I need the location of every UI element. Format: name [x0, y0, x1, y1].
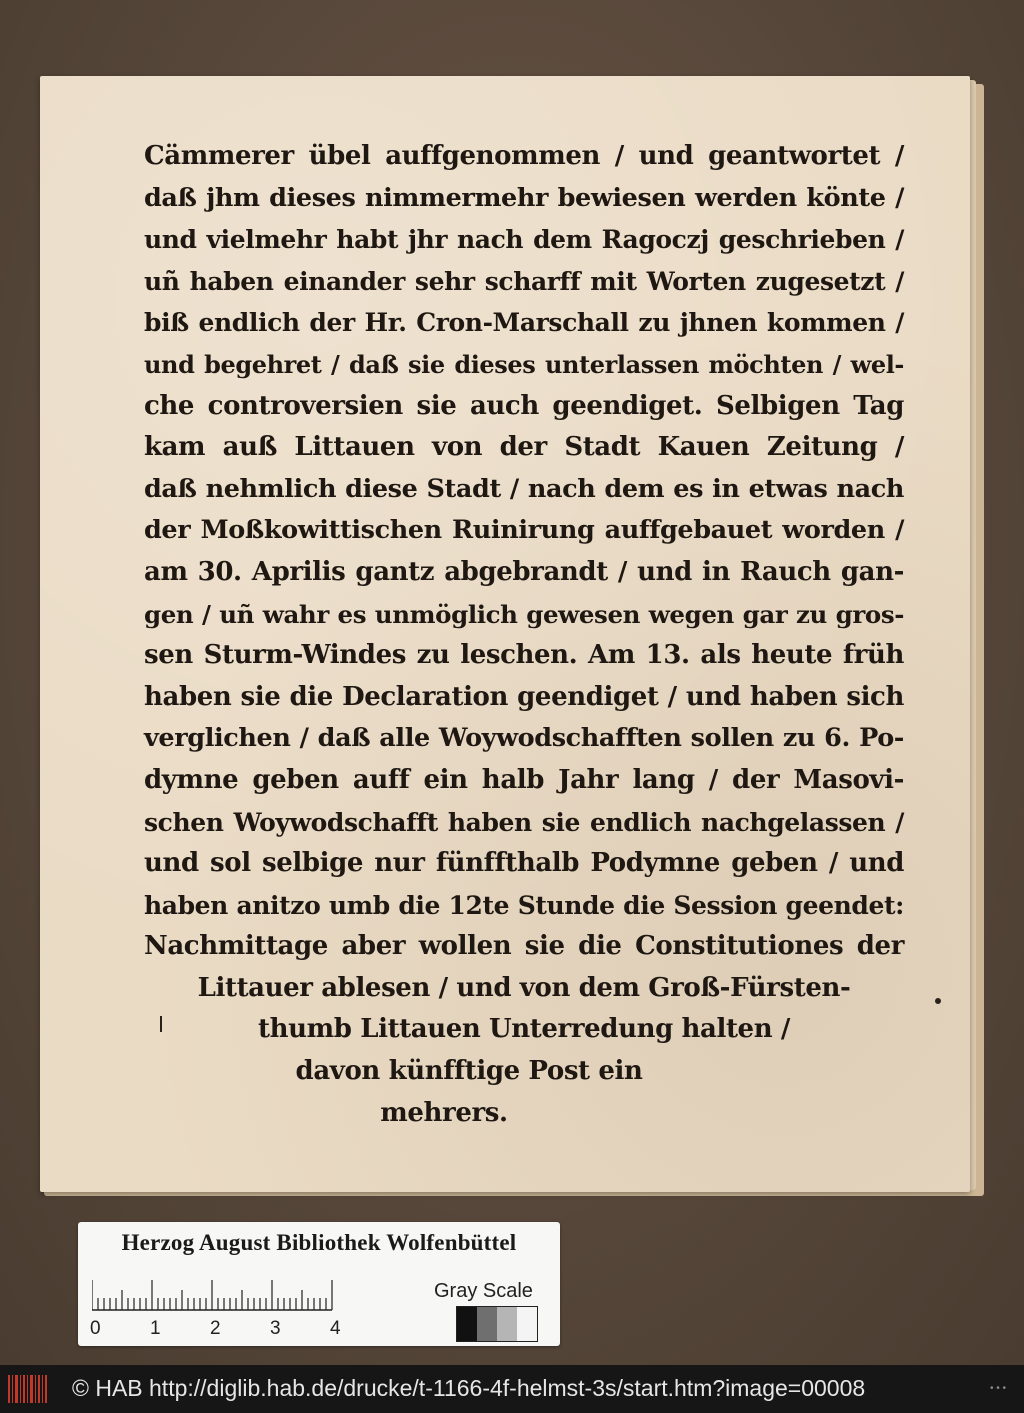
ink-mark: [160, 1016, 162, 1032]
text-line: und vielmehr habt jhr nach dem Ragoczj geschrieben /: [144, 225, 904, 255]
gray-swatch: [517, 1307, 537, 1341]
footer-bar: [0, 1365, 1024, 1413]
closing-line: Littauer ablesen / und von dem Groß-Fürsten-: [197, 972, 851, 1003]
gray-swatch: [477, 1307, 497, 1341]
text-line: daß nehmlich diese Stadt / nach dem es in etwas nach: [144, 473, 904, 504]
text-line: haben anitzo umb die 12te Stunde die Session geendet:: [144, 890, 904, 920]
ink-spot: [935, 998, 941, 1004]
closing-line: davon künfftige Post ein: [295, 1056, 643, 1087]
gray-scale-swatches: [456, 1306, 538, 1342]
text-line: der Moßkowittischen Ruinirung auffgebauet worden /: [144, 515, 904, 546]
ruler-number: 0: [90, 1318, 101, 1339]
library-name: Herzog August Bibliothek Wolfenbüttel: [121, 1230, 517, 1255]
gray-swatch: [497, 1307, 517, 1341]
gray-scale-label: Gray Scale: [434, 1280, 533, 1302]
text-line: schen Woywodschafft haben sie endlich nachgelassen /: [144, 807, 904, 837]
closing-line: thumb Littauen Unterredung halten /: [258, 1014, 790, 1045]
text-line: gen / uñ wahr es unmöglich gewesen wegen gar zu gros-: [144, 599, 904, 629]
text-line: verglichen / daß alle Woywodschafften sollen zu 6. Po-: [144, 723, 904, 754]
text-line: biß endlich der Hr. Cron-Marschall zu jhnen kommen /: [144, 308, 904, 338]
text-line: che controversien sie auch geendiget. Selbigen Tag: [144, 390, 904, 421]
more-dots-icon: • • •: [989, 1383, 1006, 1394]
text-line: dymne geben auff ein halb Jahr lang / der Masovi-: [144, 764, 904, 795]
ruler-number: 1: [150, 1318, 161, 1339]
ruler-number: 4: [330, 1318, 341, 1339]
text-line: am 30. Aprilis gantz abgebrandt / und in Rauch gan-: [144, 556, 904, 587]
text-line: und begehret / daß sie dieses unterlassen möchten / wel-: [144, 349, 904, 379]
ruler-number: 3: [270, 1318, 281, 1339]
text-line: und sol selbige nur fünffthalb Podymne geben / und: [144, 848, 904, 879]
text-line: uñ haben einander sehr scharff mit Worten zugesetzt /: [144, 266, 904, 296]
text-line: Cämmerer übel auffgenommen / und geantwortet /: [144, 141, 904, 171]
body-text: [144, 136, 904, 1134]
copyright-url[interactable]: © HAB http://diglib.hab.de/drucke/t-1166-4f-helmst-3s/start.htm?image=00008: [72, 1375, 866, 1401]
text-line: sen Sturm-Windes zu leschen. Am 13. als heute früh: [144, 640, 904, 671]
text-line: Nachmittage aber wollen sie die Constitutiones der: [144, 931, 904, 962]
closing-line: mehrers.: [380, 1097, 508, 1128]
ruler-number: 2: [210, 1318, 221, 1339]
gray-swatch: [457, 1307, 477, 1341]
text-line: haben sie die Declaration geendiget / und haben sich: [144, 681, 904, 712]
document-page: [40, 76, 970, 1192]
text-line: daß jhm dieses nimmermehr bewiesen werden könte /: [144, 182, 904, 213]
text-line: kam auß Littauen von der Stadt Kauen Zeitung /: [144, 432, 904, 463]
centimeter-ruler: [92, 1278, 422, 1318]
color-reference-card: [78, 1222, 560, 1346]
barcode-icon: [8, 1375, 48, 1403]
